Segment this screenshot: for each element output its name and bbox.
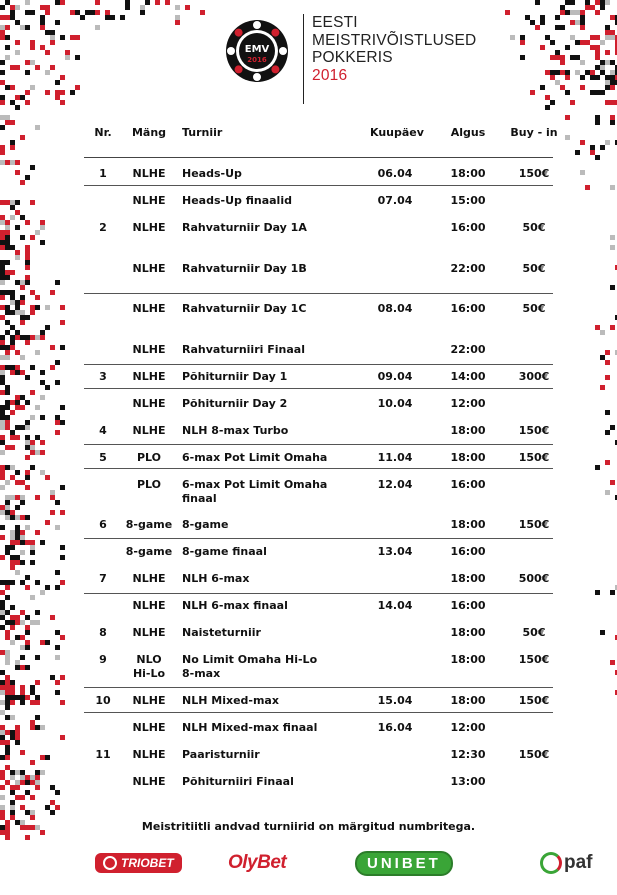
row-nr bbox=[84, 167, 122, 181]
row-turniir bbox=[182, 653, 317, 681]
row-buyin bbox=[508, 167, 560, 181]
row-algus bbox=[440, 775, 496, 789]
row-kuupaev bbox=[370, 545, 420, 559]
row-buyin bbox=[508, 451, 560, 465]
row-turniir-text: NLH Mixed-max finaal bbox=[182, 721, 318, 734]
row-kuupaev-text: 07.04 bbox=[377, 194, 413, 207]
row-algus bbox=[440, 748, 496, 762]
row-turniir-text: Naisteturniir bbox=[182, 626, 261, 639]
row-nr bbox=[84, 518, 122, 532]
row-turniir-text: No Limit Omaha Hi-Lo bbox=[182, 653, 318, 666]
chip-tick bbox=[235, 29, 243, 37]
row-mang-text: NLHE bbox=[132, 424, 166, 437]
row-kuupaev-text: 13.04 bbox=[377, 545, 413, 558]
row-algus bbox=[440, 694, 496, 708]
row-turniir bbox=[182, 518, 228, 532]
sponsor-paf bbox=[540, 850, 593, 876]
row-buyin-text: 150€ bbox=[518, 451, 550, 464]
row-buyin bbox=[508, 424, 560, 438]
logo-text: EMV bbox=[244, 44, 270, 55]
row-turniir bbox=[182, 194, 292, 208]
row-mang bbox=[122, 221, 176, 235]
row-turniir-text: NLH 6-max finaal bbox=[182, 599, 288, 612]
row-mang bbox=[122, 370, 176, 384]
row-nr bbox=[84, 451, 122, 465]
row-mang bbox=[122, 775, 176, 789]
chip-tick bbox=[271, 65, 279, 73]
row-buyin bbox=[508, 302, 560, 316]
row-nr bbox=[84, 748, 122, 762]
row-algus bbox=[440, 545, 496, 559]
triobet-label: TRIOBET bbox=[121, 856, 174, 870]
row-kuupaev-text: 08.04 bbox=[377, 302, 413, 315]
row-kuupaev bbox=[370, 370, 420, 384]
chip-tick bbox=[235, 65, 243, 73]
row-kuupaev-text: 15.04 bbox=[377, 694, 413, 707]
row-algus-text: 14:00 bbox=[450, 370, 486, 383]
row-turniir bbox=[182, 545, 267, 559]
row-turniir bbox=[182, 572, 249, 586]
page-title bbox=[312, 14, 476, 84]
row-algus bbox=[440, 626, 496, 640]
row-turniir bbox=[182, 478, 327, 506]
chip-tick bbox=[253, 21, 261, 29]
row-mang-text: NLHE bbox=[132, 221, 166, 234]
row-buyin bbox=[508, 518, 560, 532]
row-turniir-text: Rahvaturniir Day 1B bbox=[182, 262, 307, 275]
row-buyin bbox=[508, 653, 560, 667]
row-algus bbox=[440, 194, 496, 208]
row-mang bbox=[122, 572, 176, 586]
row-turniir bbox=[182, 424, 288, 438]
row-algus-text: 16:00 bbox=[450, 545, 486, 558]
row-mang bbox=[122, 302, 176, 316]
row-nr-text: 5 bbox=[99, 451, 107, 464]
row-nr-text: 6 bbox=[99, 518, 107, 531]
row-kuupaev bbox=[370, 302, 420, 316]
row-nr-text: 2 bbox=[99, 221, 107, 234]
row-nr bbox=[84, 626, 122, 640]
row-turniir bbox=[182, 721, 317, 735]
row-buyin-text: 300€ bbox=[518, 370, 550, 383]
row-mang bbox=[122, 424, 176, 438]
row-algus bbox=[440, 599, 496, 613]
row-mang bbox=[122, 545, 176, 559]
chip-tick bbox=[253, 73, 261, 81]
row-algus bbox=[440, 424, 496, 438]
row-turniir-text: Heads-Up bbox=[182, 167, 242, 180]
row-mang-text: NLHE bbox=[132, 626, 166, 639]
row-algus bbox=[440, 653, 496, 667]
row-separator bbox=[84, 468, 553, 469]
row-algus-text: 22:00 bbox=[450, 343, 486, 356]
row-kuupaev bbox=[370, 694, 420, 708]
row-mang-text: NLHE bbox=[132, 397, 166, 410]
row-kuupaev-text: 12.04 bbox=[377, 478, 413, 491]
row-buyin-text: 150€ bbox=[518, 424, 550, 437]
row-algus-text: 13:00 bbox=[450, 775, 486, 788]
row-algus-text: 18:00 bbox=[450, 424, 486, 437]
row-mang bbox=[122, 626, 176, 640]
sponsor-olybet bbox=[228, 850, 286, 876]
row-turniir bbox=[182, 694, 279, 708]
unibet-label: UNIBET bbox=[367, 854, 441, 872]
row-buyin bbox=[508, 262, 560, 276]
row-mang-text: NLHE bbox=[132, 370, 166, 383]
row-mang-text: NLHE bbox=[132, 343, 166, 356]
row-turniir-text: 8-game bbox=[182, 518, 229, 531]
row-algus-text: 16:00 bbox=[450, 599, 486, 612]
row-separator bbox=[84, 687, 553, 688]
row-nr bbox=[84, 221, 122, 235]
row-kuupaev bbox=[370, 599, 420, 613]
row-algus bbox=[440, 167, 496, 181]
row-mang-text-line2: Hi-Lo bbox=[132, 667, 166, 680]
row-separator bbox=[84, 388, 553, 389]
row-turniir bbox=[182, 343, 305, 357]
paf-icon bbox=[540, 852, 562, 874]
row-mang bbox=[122, 748, 176, 762]
row-nr bbox=[84, 653, 122, 667]
row-algus-text: 18:00 bbox=[450, 518, 486, 531]
row-buyin-text: 150€ bbox=[518, 518, 550, 531]
header-rule bbox=[84, 157, 553, 158]
row-algus-text: 18:00 bbox=[450, 451, 486, 464]
row-mang bbox=[122, 262, 176, 276]
row-mang-text: NLHE bbox=[132, 694, 166, 707]
row-nr-text: 4 bbox=[99, 424, 107, 437]
row-separator bbox=[84, 712, 553, 713]
row-turniir bbox=[182, 262, 307, 276]
row-algus bbox=[440, 397, 496, 411]
row-algus-text: 12:30 bbox=[450, 748, 486, 761]
row-algus bbox=[440, 343, 496, 357]
row-turniir bbox=[182, 370, 287, 384]
row-turniir-text: Paaristurniir bbox=[182, 748, 260, 761]
row-turniir-text: Heads-Up finaalid bbox=[182, 194, 292, 207]
row-buyin-text: 150€ bbox=[518, 748, 550, 761]
row-turniir-text-line2: finaal bbox=[182, 492, 217, 505]
row-mang-text: NLHE bbox=[132, 194, 166, 207]
row-mang-text: 8-game bbox=[125, 518, 173, 531]
row-turniir-text: 6-max Pot Limit Omaha bbox=[182, 478, 328, 491]
row-separator bbox=[84, 444, 553, 445]
header-mang: Mäng bbox=[131, 126, 167, 139]
row-nr-text: 9 bbox=[99, 653, 107, 666]
row-kuupaev bbox=[370, 397, 420, 411]
row-kuupaev-text: 09.04 bbox=[377, 370, 413, 383]
row-turniir bbox=[182, 221, 307, 235]
row-mang-text: PLO bbox=[136, 451, 162, 464]
row-algus bbox=[440, 302, 496, 316]
row-algus-text: 12:00 bbox=[450, 397, 486, 410]
row-mang bbox=[122, 343, 176, 357]
row-buyin bbox=[508, 221, 560, 235]
title-divider bbox=[303, 14, 304, 104]
row-mang-text: NLHE bbox=[132, 572, 166, 585]
row-algus-text: 16:00 bbox=[450, 302, 486, 315]
chip-tick bbox=[279, 47, 287, 55]
row-algus bbox=[440, 518, 496, 532]
row-algus bbox=[440, 451, 496, 465]
row-separator bbox=[84, 185, 553, 186]
header-kuupaev: Kuupäev bbox=[370, 126, 424, 139]
row-mang-text: NLHE bbox=[132, 748, 166, 761]
header-algus: Algus bbox=[450, 126, 486, 139]
row-separator bbox=[84, 593, 553, 594]
row-turniir bbox=[182, 775, 294, 789]
row-mang-text: NLO bbox=[136, 653, 162, 666]
row-separator bbox=[84, 293, 553, 294]
row-algus bbox=[440, 478, 496, 492]
row-turniir bbox=[182, 167, 242, 181]
row-mang bbox=[122, 167, 176, 181]
row-mang bbox=[122, 694, 176, 708]
header-nr: Nr. bbox=[94, 126, 112, 139]
row-mang-text: NLHE bbox=[132, 262, 166, 275]
logo-year: 2016 bbox=[247, 56, 267, 64]
row-buyin bbox=[508, 694, 560, 708]
row-algus bbox=[440, 572, 496, 586]
row-kuupaev-text: 10.04 bbox=[377, 397, 413, 410]
row-algus-text: 16:00 bbox=[450, 221, 486, 234]
row-kuupaev-text: 06.04 bbox=[377, 167, 413, 180]
row-kuupaev bbox=[370, 721, 420, 735]
row-turniir-text: 6-max Pot Limit Omaha bbox=[182, 451, 328, 464]
row-separator bbox=[84, 364, 553, 365]
row-mang bbox=[122, 478, 176, 492]
row-buyin-text: 150€ bbox=[518, 653, 550, 666]
row-algus bbox=[440, 721, 496, 735]
row-mang bbox=[122, 721, 176, 735]
triobet-icon bbox=[103, 856, 117, 870]
row-turniir-text: Põhiturniiri Finaal bbox=[182, 775, 294, 788]
row-kuupaev-text: 11.04 bbox=[377, 451, 413, 464]
row-buyin bbox=[508, 748, 560, 762]
row-mang-text: 8-game bbox=[125, 545, 173, 558]
row-kuupaev bbox=[370, 194, 420, 208]
row-buyin bbox=[508, 572, 560, 586]
row-turniir-text: Põhiturniir Day 1 bbox=[182, 370, 288, 383]
row-algus-text: 18:00 bbox=[450, 694, 486, 707]
row-turniir-text: Rahvaturniir Day 1C bbox=[182, 302, 307, 315]
row-nr bbox=[84, 572, 122, 586]
title-line-2: MEISTRIVÕISTLUSED bbox=[312, 31, 477, 49]
row-turniir bbox=[182, 626, 261, 640]
row-nr bbox=[84, 370, 122, 384]
row-algus-text: 18:00 bbox=[450, 626, 486, 639]
row-nr-text: 11 bbox=[95, 748, 111, 761]
row-buyin-text: 50€ bbox=[522, 221, 546, 234]
row-turniir bbox=[182, 397, 287, 411]
sponsor-unibet bbox=[355, 850, 453, 876]
row-algus-text: 18:00 bbox=[450, 572, 486, 585]
emv-poker-chip-logo bbox=[224, 18, 290, 84]
row-algus-text: 18:00 bbox=[450, 653, 486, 666]
row-turniir bbox=[182, 748, 260, 762]
row-mang-text: NLHE bbox=[132, 167, 166, 180]
row-algus bbox=[440, 370, 496, 384]
row-turniir-text: NLH Mixed-max bbox=[182, 694, 279, 707]
row-nr-text: 3 bbox=[99, 370, 107, 383]
row-mang-text: NLHE bbox=[132, 599, 166, 612]
row-turniir-text: Rahvaturniir Day 1A bbox=[182, 221, 307, 234]
row-nr-text: 1 bbox=[99, 167, 107, 180]
header-turniir: Turniir bbox=[182, 126, 223, 139]
row-buyin-text: 150€ bbox=[518, 694, 550, 707]
row-nr-text: 8 bbox=[99, 626, 107, 639]
sponsor-triobet bbox=[95, 850, 182, 876]
row-algus-text: 16:00 bbox=[450, 478, 486, 491]
row-turniir-text: Rahvaturniiri Finaal bbox=[182, 343, 305, 356]
title-year: 2016 bbox=[312, 66, 348, 84]
row-mang-text: NLHE bbox=[132, 302, 166, 315]
row-turniir-text: NLH 6-max bbox=[182, 572, 250, 585]
row-turniir-text: Põhiturniir Day 2 bbox=[182, 397, 288, 410]
chip-tick bbox=[227, 47, 235, 55]
row-mang-text: NLHE bbox=[132, 775, 166, 788]
row-nr bbox=[84, 694, 122, 708]
olybet-label: OlyBet bbox=[228, 852, 287, 873]
row-mang bbox=[122, 653, 176, 681]
row-buyin bbox=[508, 370, 560, 384]
row-algus-text: 12:00 bbox=[450, 721, 486, 734]
row-turniir-text: 8-game finaal bbox=[182, 545, 267, 558]
title-line-3: POKKERIS bbox=[312, 49, 393, 66]
row-algus-text: 18:00 bbox=[450, 167, 486, 180]
row-buyin-text: 500€ bbox=[518, 572, 550, 585]
row-mang bbox=[122, 599, 176, 613]
row-buyin-text: 150€ bbox=[518, 167, 550, 180]
row-turniir bbox=[182, 302, 306, 316]
row-turniir-text: NLH 8-max Turbo bbox=[182, 424, 289, 437]
row-mang bbox=[122, 397, 176, 411]
chip-tick bbox=[271, 29, 279, 37]
row-separator bbox=[84, 538, 553, 539]
footer-note: Meistritiitli andvad turniirid on märgitud numbritega. bbox=[141, 820, 476, 833]
row-nr-text: 10 bbox=[95, 694, 111, 707]
row-mang bbox=[122, 518, 176, 532]
row-algus bbox=[440, 221, 496, 235]
row-turniir bbox=[182, 599, 288, 613]
row-mang-text: PLO bbox=[136, 478, 162, 491]
row-kuupaev-text: 14.04 bbox=[377, 599, 413, 612]
title-line-1: EESTI bbox=[312, 14, 358, 31]
row-mang bbox=[122, 451, 176, 465]
row-mang-text: NLHE bbox=[132, 721, 166, 734]
row-nr-text: 7 bbox=[99, 572, 107, 585]
row-mang bbox=[122, 194, 176, 208]
row-turniir-text-line2: 8-max bbox=[182, 667, 221, 680]
row-algus bbox=[440, 262, 496, 276]
row-algus-text: 22:00 bbox=[450, 262, 486, 275]
header-buyin: Buy - in bbox=[510, 126, 558, 139]
row-kuupaev-text: 16.04 bbox=[377, 721, 413, 734]
row-nr bbox=[84, 424, 122, 438]
row-kuupaev bbox=[370, 451, 420, 465]
row-algus-text: 15:00 bbox=[450, 194, 486, 207]
row-buyin-text: 50€ bbox=[522, 262, 546, 275]
row-turniir bbox=[182, 451, 327, 465]
row-buyin-text: 50€ bbox=[522, 302, 546, 315]
row-kuupaev bbox=[370, 167, 420, 181]
row-buyin bbox=[508, 626, 560, 640]
paf-label: paf bbox=[564, 852, 593, 873]
row-buyin-text: 50€ bbox=[522, 626, 546, 639]
row-kuupaev bbox=[370, 478, 420, 492]
